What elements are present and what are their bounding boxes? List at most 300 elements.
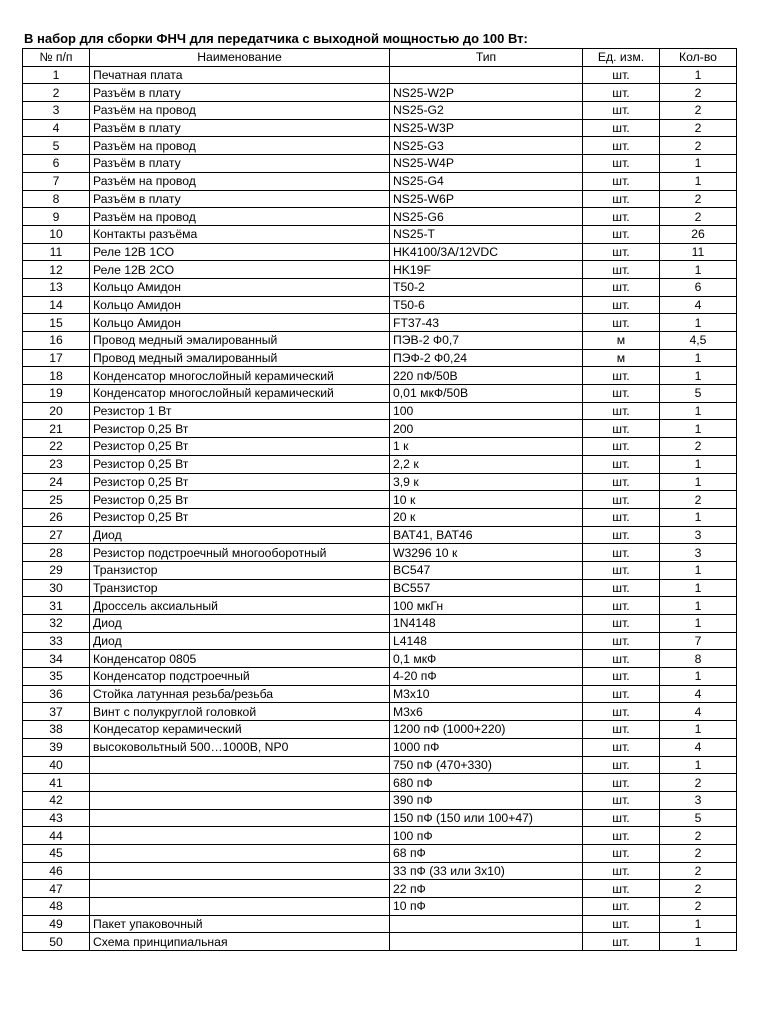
table-row	[23, 84, 737, 102]
table-row	[23, 332, 737, 350]
cell-number: 32	[23, 615, 90, 633]
cell-number: 23	[23, 455, 90, 473]
column-header-quantity: Кол-во	[660, 49, 737, 67]
cell-type: BC557	[390, 579, 583, 597]
cell-type: NS25-G3	[390, 137, 583, 155]
cell-number: 22	[23, 438, 90, 456]
cell-quantity: 2	[660, 190, 737, 208]
cell-type: 22 пФ	[390, 880, 583, 898]
cell-name: Диод	[90, 615, 390, 633]
cell-type: HK4100/3A/12VDC	[390, 243, 583, 261]
cell-quantity: 1	[660, 314, 737, 332]
cell-quantity: 1	[660, 756, 737, 774]
cell-name: высоковольтный 500…1000В, NP0	[90, 738, 390, 756]
table-row	[23, 791, 737, 809]
cell-number: 47	[23, 880, 90, 898]
cell-type: 100 пФ	[390, 827, 583, 845]
cell-number: 17	[23, 349, 90, 367]
cell-quantity: 1	[660, 261, 737, 279]
cell-name: Кольцо Амидон	[90, 296, 390, 314]
cell-unit: шт.	[583, 172, 660, 190]
cell-type: L4148	[390, 632, 583, 650]
cell-quantity: 3	[660, 791, 737, 809]
cell-unit: шт.	[583, 402, 660, 420]
cell-number: 38	[23, 721, 90, 739]
column-header-number: № п/п	[23, 49, 90, 67]
cell-name: Резистор 1 Вт	[90, 402, 390, 420]
cell-unit: шт.	[583, 933, 660, 951]
cell-quantity: 8	[660, 650, 737, 668]
cell-unit: шт.	[583, 155, 660, 173]
table-row	[23, 155, 737, 173]
cell-quantity: 1	[660, 66, 737, 84]
cell-type: ПЭФ-2 Ф0,24	[390, 349, 583, 367]
cell-unit: шт.	[583, 721, 660, 739]
cell-number: 18	[23, 367, 90, 385]
cell-quantity: 2	[660, 137, 737, 155]
cell-type: BC547	[390, 561, 583, 579]
cell-unit: шт.	[583, 243, 660, 261]
table-row	[23, 243, 737, 261]
cell-name	[90, 844, 390, 862]
table-row	[23, 756, 737, 774]
cell-type: 750 пФ (470+330)	[390, 756, 583, 774]
cell-unit: шт.	[583, 420, 660, 438]
cell-quantity: 3	[660, 526, 737, 544]
cell-number: 5	[23, 137, 90, 155]
cell-unit: шт.	[583, 455, 660, 473]
table-row	[23, 685, 737, 703]
cell-quantity: 2	[660, 438, 737, 456]
cell-type: BAT41, BAT46	[390, 526, 583, 544]
cell-number: 26	[23, 508, 90, 526]
cell-number: 33	[23, 632, 90, 650]
cell-quantity: 2	[660, 208, 737, 226]
cell-quantity: 1	[660, 668, 737, 686]
cell-type: 390 пФ	[390, 791, 583, 809]
cell-type: 20 к	[390, 508, 583, 526]
cell-number: 37	[23, 703, 90, 721]
cell-unit: шт.	[583, 898, 660, 916]
cell-number: 28	[23, 544, 90, 562]
cell-number: 13	[23, 278, 90, 296]
cell-unit: шт.	[583, 438, 660, 456]
cell-number: 44	[23, 827, 90, 845]
cell-quantity: 26	[660, 225, 737, 243]
cell-number: 12	[23, 261, 90, 279]
cell-quantity: 1	[660, 597, 737, 615]
cell-name: Кольцо Амидон	[90, 314, 390, 332]
cell-name: Схема принципиальная	[90, 933, 390, 951]
table-row	[23, 579, 737, 597]
cell-unit: шт.	[583, 473, 660, 491]
cell-type: 3,9 к	[390, 473, 583, 491]
cell-name	[90, 880, 390, 898]
cell-quantity: 1	[660, 402, 737, 420]
cell-type: 33 пФ (33 или 3х10)	[390, 862, 583, 880]
cell-quantity: 1	[660, 561, 737, 579]
cell-unit: шт.	[583, 809, 660, 827]
cell-type: NS25-G2	[390, 102, 583, 120]
table-row	[23, 632, 737, 650]
cell-name: Печатная плата	[90, 66, 390, 84]
cell-unit: шт.	[583, 508, 660, 526]
cell-type: T50-2	[390, 278, 583, 296]
cell-name	[90, 827, 390, 845]
cell-quantity: 2	[660, 827, 737, 845]
cell-unit: м	[583, 332, 660, 350]
cell-unit: шт.	[583, 261, 660, 279]
cell-unit: шт.	[583, 278, 660, 296]
cell-number: 15	[23, 314, 90, 332]
cell-name	[90, 809, 390, 827]
cell-unit: шт.	[583, 119, 660, 137]
cell-name: Реле 12В 1СО	[90, 243, 390, 261]
column-header-name: Наименование	[90, 49, 390, 67]
table-row	[23, 703, 737, 721]
table-row	[23, 225, 737, 243]
cell-number: 2	[23, 84, 90, 102]
cell-number: 40	[23, 756, 90, 774]
cell-quantity: 1	[660, 933, 737, 951]
cell-quantity: 2	[660, 84, 737, 102]
cell-name: Резистор 0,25 Вт	[90, 455, 390, 473]
cell-type: NS25-W4P	[390, 155, 583, 173]
table-row	[23, 650, 737, 668]
table-row	[23, 66, 737, 84]
cell-quantity: 1	[660, 155, 737, 173]
cell-number: 8	[23, 190, 90, 208]
table-row	[23, 844, 737, 862]
cell-quantity: 4	[660, 685, 737, 703]
table-row	[23, 809, 737, 827]
cell-name: Резистор 0,25 Вт	[90, 473, 390, 491]
cell-quantity: 1	[660, 579, 737, 597]
cell-unit: шт.	[583, 791, 660, 809]
cell-number: 35	[23, 668, 90, 686]
cell-type: NS25-W3P	[390, 119, 583, 137]
table-row	[23, 774, 737, 792]
cell-unit: шт.	[583, 880, 660, 898]
table-row	[23, 668, 737, 686]
table-row	[23, 172, 737, 190]
table-row	[23, 597, 737, 615]
cell-unit: шт.	[583, 774, 660, 792]
table-row	[23, 827, 737, 845]
cell-unit: шт.	[583, 615, 660, 633]
cell-unit: шт.	[583, 915, 660, 933]
cell-name: Разъём на провод	[90, 172, 390, 190]
cell-unit: шт.	[583, 844, 660, 862]
cell-number: 27	[23, 526, 90, 544]
cell-quantity: 1	[660, 420, 737, 438]
table-row	[23, 455, 737, 473]
cell-quantity: 2	[660, 774, 737, 792]
cell-type: 1 к	[390, 438, 583, 456]
cell-quantity: 2	[660, 862, 737, 880]
cell-name	[90, 791, 390, 809]
cell-type: 100 мкГн	[390, 597, 583, 615]
cell-name: Разъём в плату	[90, 190, 390, 208]
table-row	[23, 473, 737, 491]
cell-unit: шт.	[583, 385, 660, 403]
cell-number: 6	[23, 155, 90, 173]
cell-number: 25	[23, 491, 90, 509]
cell-type: 220 пФ/50В	[390, 367, 583, 385]
cell-type: М3х10	[390, 685, 583, 703]
table-row	[23, 438, 737, 456]
cell-unit: шт.	[583, 102, 660, 120]
cell-quantity: 4	[660, 703, 737, 721]
cell-unit: шт.	[583, 827, 660, 845]
cell-quantity: 2	[660, 119, 737, 137]
cell-unit: шт.	[583, 208, 660, 226]
table-row	[23, 526, 737, 544]
cell-quantity: 3	[660, 544, 737, 562]
cell-name	[90, 774, 390, 792]
cell-number: 1	[23, 66, 90, 84]
cell-quantity: 4,5	[660, 332, 737, 350]
cell-quantity: 2	[660, 880, 737, 898]
cell-type: HK19F	[390, 261, 583, 279]
cell-quantity: 2	[660, 102, 737, 120]
cell-name: Резистор подстроечный многооборотный	[90, 544, 390, 562]
cell-quantity: 7	[660, 632, 737, 650]
parts-table	[22, 48, 737, 951]
cell-name: Транзистор	[90, 561, 390, 579]
cell-name: Резистор 0,25 Вт	[90, 420, 390, 438]
cell-quantity: 1	[660, 915, 737, 933]
cell-number: 4	[23, 119, 90, 137]
cell-unit: шт.	[583, 668, 660, 686]
cell-name: Конденсатор многослойный керамический	[90, 385, 390, 403]
cell-unit: шт.	[583, 561, 660, 579]
cell-name: Резистор 0,25 Вт	[90, 508, 390, 526]
cell-name: Винт с полукруглой головкой	[90, 703, 390, 721]
cell-unit: шт.	[583, 314, 660, 332]
cell-unit: шт.	[583, 190, 660, 208]
cell-unit: шт.	[583, 685, 660, 703]
cell-quantity: 1	[660, 508, 737, 526]
cell-quantity: 1	[660, 172, 737, 190]
cell-number: 49	[23, 915, 90, 933]
cell-type	[390, 933, 583, 951]
cell-number: 34	[23, 650, 90, 668]
cell-quantity: 1	[660, 367, 737, 385]
cell-number: 36	[23, 685, 90, 703]
cell-number: 50	[23, 933, 90, 951]
cell-name: Провод медный эмалированный	[90, 332, 390, 350]
cell-unit: шт.	[583, 579, 660, 597]
cell-type: М3х6	[390, 703, 583, 721]
cell-unit: м	[583, 349, 660, 367]
cell-type: 680 пФ	[390, 774, 583, 792]
cell-name: Конденсатор подстроечный	[90, 668, 390, 686]
cell-type: 10 пФ	[390, 898, 583, 916]
cell-type: ПЭВ-2 Ф0,7	[390, 332, 583, 350]
cell-number: 24	[23, 473, 90, 491]
cell-number: 42	[23, 791, 90, 809]
cell-number: 21	[23, 420, 90, 438]
cell-number: 43	[23, 809, 90, 827]
table-row	[23, 385, 737, 403]
document-title: В набор для сборки ФНЧ для передатчика с выходной мощностью до 100 Вт:	[24, 31, 528, 46]
table-row	[23, 862, 737, 880]
cell-name: Резистор 0,25 Вт	[90, 491, 390, 509]
table-row	[23, 898, 737, 916]
cell-name	[90, 862, 390, 880]
cell-name: Разъём на провод	[90, 208, 390, 226]
cell-quantity: 1	[660, 349, 737, 367]
cell-quantity: 2	[660, 898, 737, 916]
cell-number: 14	[23, 296, 90, 314]
cell-unit: шт.	[583, 544, 660, 562]
column-header-unit: Ед. изм.	[583, 49, 660, 67]
cell-unit: шт.	[583, 862, 660, 880]
table-row	[23, 367, 737, 385]
cell-type: 150 пФ (150 или 100+47)	[390, 809, 583, 827]
cell-type: 0,1 мкФ	[390, 650, 583, 668]
cell-unit: шт.	[583, 66, 660, 84]
cell-type: T50-6	[390, 296, 583, 314]
cell-number: 30	[23, 579, 90, 597]
cell-type: 10 к	[390, 491, 583, 509]
cell-quantity: 1	[660, 721, 737, 739]
table-row	[23, 137, 737, 155]
cell-type: NS25-T	[390, 225, 583, 243]
cell-type: 200	[390, 420, 583, 438]
cell-number: 7	[23, 172, 90, 190]
cell-name: Транзистор	[90, 579, 390, 597]
cell-quantity: 1	[660, 615, 737, 633]
table-row	[23, 915, 737, 933]
cell-type: 68 пФ	[390, 844, 583, 862]
cell-name: Разъём в плату	[90, 119, 390, 137]
cell-unit: шт.	[583, 738, 660, 756]
cell-name	[90, 756, 390, 774]
cell-number: 19	[23, 385, 90, 403]
cell-unit: шт.	[583, 296, 660, 314]
table-row	[23, 544, 737, 562]
cell-type: NS25-G6	[390, 208, 583, 226]
cell-type: NS25-W2P	[390, 84, 583, 102]
cell-unit: шт.	[583, 137, 660, 155]
table-row	[23, 349, 737, 367]
cell-quantity: 1	[660, 473, 737, 491]
cell-unit: шт.	[583, 597, 660, 615]
table-body	[23, 66, 737, 950]
cell-number: 45	[23, 844, 90, 862]
cell-type: 100	[390, 402, 583, 420]
cell-number: 48	[23, 898, 90, 916]
cell-type: 4-20 пФ	[390, 668, 583, 686]
table-row	[23, 933, 737, 951]
table-row	[23, 420, 737, 438]
table-row	[23, 721, 737, 739]
cell-name	[90, 898, 390, 916]
cell-number: 3	[23, 102, 90, 120]
cell-name: Разъём в плату	[90, 155, 390, 173]
cell-type: 1N4148	[390, 615, 583, 633]
cell-unit: шт.	[583, 756, 660, 774]
cell-type: FT37-43	[390, 314, 583, 332]
cell-type: 0,01 мкФ/50В	[390, 385, 583, 403]
table-row	[23, 119, 737, 137]
cell-type	[390, 66, 583, 84]
cell-name: Диод	[90, 632, 390, 650]
cell-number: 46	[23, 862, 90, 880]
cell-type: W3296 10 к	[390, 544, 583, 562]
cell-name: Реле 12В 2СО	[90, 261, 390, 279]
table-header-row	[23, 49, 737, 67]
cell-type: NS25-G4	[390, 172, 583, 190]
table-row	[23, 738, 737, 756]
cell-name: Конденсатор многослойный керамический	[90, 367, 390, 385]
cell-name: Резистор 0,25 Вт	[90, 438, 390, 456]
table-row	[23, 880, 737, 898]
cell-name: Разъём в плату	[90, 84, 390, 102]
cell-number: 39	[23, 738, 90, 756]
cell-quantity: 1	[660, 455, 737, 473]
cell-type	[390, 915, 583, 933]
cell-number: 31	[23, 597, 90, 615]
cell-number: 9	[23, 208, 90, 226]
cell-unit: шт.	[583, 703, 660, 721]
cell-name: Дроссель аксиальный	[90, 597, 390, 615]
cell-name: Разъём на провод	[90, 137, 390, 155]
table-row	[23, 314, 737, 332]
cell-name: Кондесатор керамический	[90, 721, 390, 739]
cell-quantity: 4	[660, 738, 737, 756]
cell-unit: шт.	[583, 225, 660, 243]
cell-name: Диод	[90, 526, 390, 544]
cell-name: Провод медный эмалированный	[90, 349, 390, 367]
cell-number: 10	[23, 225, 90, 243]
cell-quantity: 5	[660, 385, 737, 403]
cell-type: NS25-W6P	[390, 190, 583, 208]
cell-quantity: 5	[660, 809, 737, 827]
table-row	[23, 561, 737, 579]
cell-quantity: 2	[660, 491, 737, 509]
cell-type: 1200 пФ (1000+220)	[390, 721, 583, 739]
cell-name: Стойка латунная резьба/резьба	[90, 685, 390, 703]
cell-unit: шт.	[583, 84, 660, 102]
cell-unit: шт.	[583, 650, 660, 668]
cell-name: Конденсатор 0805	[90, 650, 390, 668]
cell-quantity: 11	[660, 243, 737, 261]
cell-name: Разъём на провод	[90, 102, 390, 120]
cell-name: Кольцо Амидон	[90, 278, 390, 296]
table-row	[23, 402, 737, 420]
cell-number: 11	[23, 243, 90, 261]
cell-type: 2,2 к	[390, 455, 583, 473]
cell-quantity: 6	[660, 278, 737, 296]
cell-number: 20	[23, 402, 90, 420]
table-row	[23, 508, 737, 526]
column-header-type: Тип	[390, 49, 583, 67]
cell-name: Пакет упаковочный	[90, 915, 390, 933]
cell-number: 29	[23, 561, 90, 579]
cell-unit: шт.	[583, 632, 660, 650]
cell-name: Контакты разъёма	[90, 225, 390, 243]
cell-unit: шт.	[583, 491, 660, 509]
table-row	[23, 491, 737, 509]
table-row	[23, 296, 737, 314]
table-row	[23, 102, 737, 120]
cell-unit: шт.	[583, 526, 660, 544]
cell-number: 41	[23, 774, 90, 792]
table-row	[23, 190, 737, 208]
